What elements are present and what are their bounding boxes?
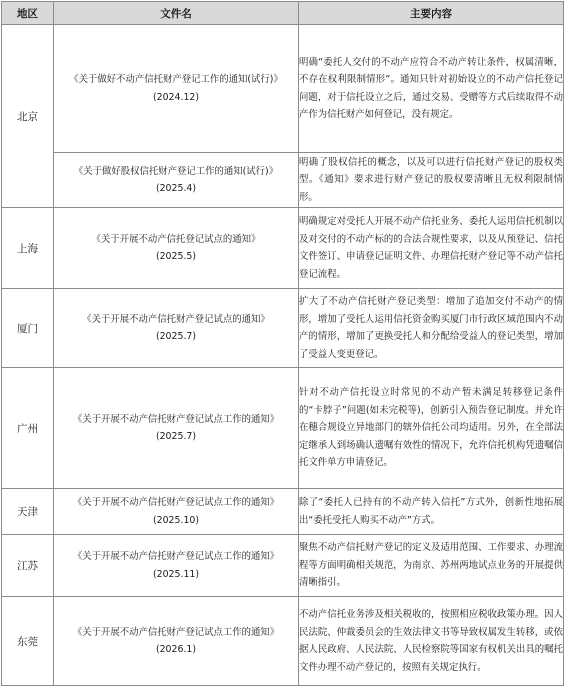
- document-date: (2025.5): [155, 251, 197, 262]
- region-cell: 厦门: [2, 289, 54, 368]
- document-title: 《关于做好不动产信托财产登记工作的通知(试行)》: [69, 74, 283, 85]
- document-title: 《关于开展不动产信托登记试点的通知》: [91, 233, 261, 245]
- document-date: (2025.4): [155, 183, 197, 194]
- document-cell: [54, 489, 299, 535]
- region-cell: 广州: [2, 368, 54, 489]
- table-row: [2, 489, 564, 535]
- table-row: [2, 535, 564, 597]
- document-date: (2025.7): [155, 431, 197, 442]
- header-row: [2, 2, 564, 25]
- document-title: 《关于开展不动产信托财产登记试点工作的通知》: [72, 413, 280, 425]
- content-cell: 聚焦不动产信托财产登记的定义及适用范围、工作要求、办理流程等方面明确相关规范，为南京、苏州两地试点业务的开展提供清晰指引。: [299, 535, 564, 597]
- document-cell: [54, 25, 299, 153]
- region-cell: 天津: [2, 489, 54, 535]
- table-row: [2, 597, 564, 686]
- content-cell: 明确“委托人交付的不动产应符合不动产转让条件，权属清晰，不存在权利限制情形”。通知只针对初始设立的不动产信托登记问题，对于信托设立之后，通过交易、受赠等方式后续取得不动产作为信托财产如何登记，没有规定。: [299, 25, 564, 153]
- document-cell: [54, 597, 299, 686]
- table-row: [2, 208, 564, 289]
- document-title: 《关于开展不动产信托财产登记试点工作的通知》: [72, 626, 280, 638]
- table-row: [2, 153, 564, 208]
- document-date: (2024.12): [152, 91, 200, 103]
- document-date: (2025.7): [155, 331, 197, 342]
- document-cell: [54, 368, 299, 489]
- document-cell: [54, 208, 299, 289]
- document-cell: [54, 289, 299, 368]
- document-title: 《关于开展不动产信托财产登记试点工作的通知》: [72, 551, 280, 562]
- header-region: 地区: [2, 2, 54, 25]
- header-content: 主要内容: [299, 2, 564, 25]
- document-date: (2025.10): [152, 514, 200, 526]
- policy-table: [1, 1, 564, 686]
- header-document: 文件名: [54, 2, 299, 25]
- table-row: [2, 289, 564, 368]
- content-cell: 不动产信托业务涉及相关税收的，按照相应税收政策办理。因人民法院、仲裁委员会的生效法律文书等导致权属发生转移，或依据人民政府、人民法院、人民检察院等国家有权机关出具的嘱托文件办理不动产登记的，按照有关规定执行。: [299, 597, 564, 686]
- content-cell: 明确规定对受托人开展不动产信托业务、委托人运用信托机制以及对交付的不动产标的的合法合规性要求，以及从预登记、信托文件签订、申请登记证明文件、办理信托财产登记等不动产信托登记流程。: [299, 208, 564, 289]
- content-cell: 明确了股权信托的概念，以及可以进行信托财产登记的股权类型。《通知》要求进行财产登记的股权要清晰且无权利限制情形。: [299, 153, 564, 208]
- document-title: 《关于开展不动产信托财产登记试点的通知》: [82, 313, 270, 325]
- region-cell: 东莞: [2, 597, 54, 686]
- document-cell: [54, 535, 299, 597]
- document-cell: [54, 153, 299, 208]
- region-cell: 上海: [2, 208, 54, 289]
- document-title: 《关于开展不动产信托财产登记试点工作的通知》: [72, 497, 280, 508]
- table-row: [2, 25, 564, 153]
- table-row: [2, 368, 564, 489]
- document-title: 《关于做好股权信托财产登记工作的通知(试行)》: [73, 165, 279, 177]
- document-date: (2025.11): [152, 568, 200, 580]
- region-cell: 江苏: [2, 535, 54, 597]
- content-cell: 除了“委托人已持有的不动产转入信托”方式外，创新性地拓展出“委托受托人购买不动产”方式。: [299, 489, 564, 535]
- document-date: (2026.1): [155, 644, 197, 655]
- content-cell: 针对不动产信托设立时常见的不动产暂未满足转移登记条件的“卡脖子”问题(如未完税等)，创新引入预告登记制度。并允许在穗合规设立异地部门的辖外信托公司均适用。另外，在全部法定继承人到场确认遗嘱有效性的情况下，允许信托机构凭遗嘱信托文件单方申请登记。: [299, 368, 564, 489]
- content-cell: 扩大了不动产信托财产登记类型：增加了追加交付不动产的情形，增加了受托人运用信托资金购买厦门市行政区域范围内不动产的情形，增加了更换受托人和分配给受益人的登记类型，增加了受益人变更登记。: [299, 289, 564, 368]
- region-cell: 北京: [2, 25, 54, 208]
